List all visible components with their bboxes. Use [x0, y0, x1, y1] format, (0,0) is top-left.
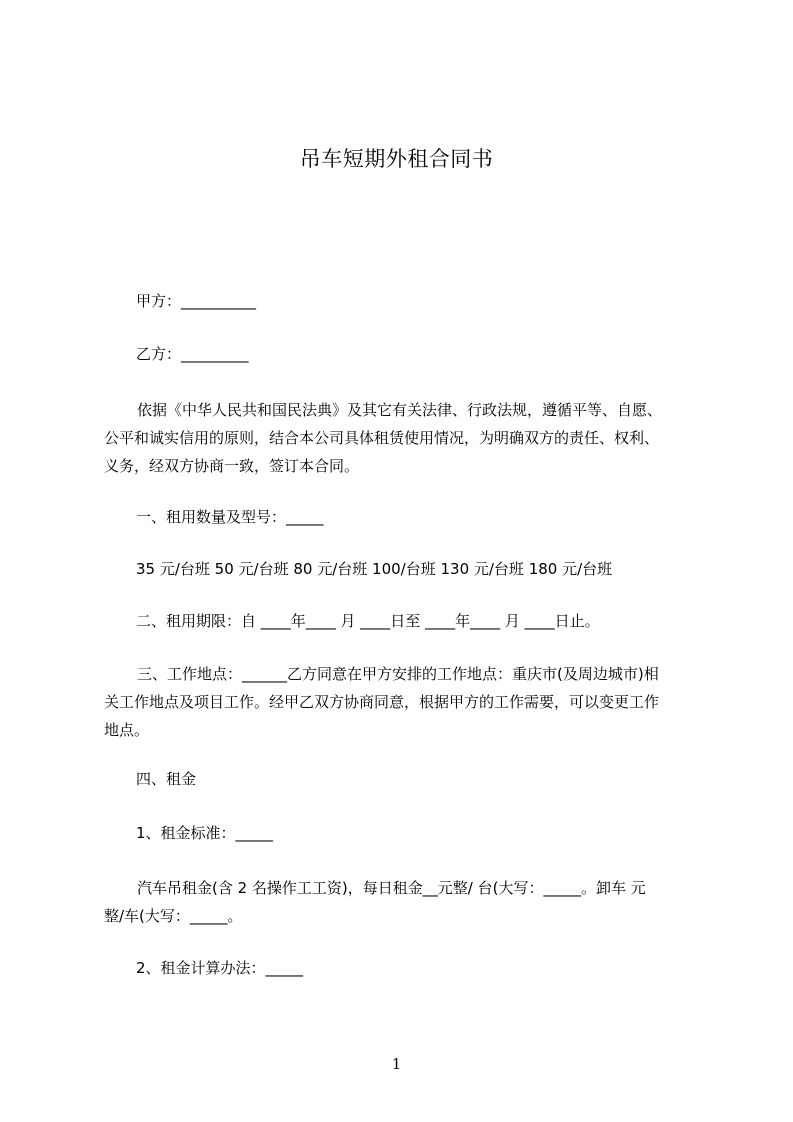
section-3-line-3: 地点。	[104, 721, 150, 739]
item-1-paragraph	[104, 874, 704, 930]
item-2-heading: 2、租金计算办法：_____	[136, 959, 304, 977]
document-title: 吊车短期外租合同书	[299, 147, 494, 171]
rates-line: 35 元/台班 50 元/台班 80 元/台班 100/台班 130 元/台班 180 元/台班	[136, 560, 613, 578]
page-number: 1	[391, 1055, 402, 1073]
section-1-heading: 一、租用数量及型号：_____	[136, 508, 324, 526]
intro-line-3: 义务，经双方协商一致，签订本合同。	[104, 457, 360, 475]
section-3-paragraph	[104, 660, 704, 744]
item-1-heading: 1、租金标准：_____	[136, 824, 274, 842]
party-a-line: 甲方：__________	[136, 292, 257, 310]
item-1-line-2: 整/车(大写：_____。	[104, 907, 243, 925]
section-3-line-2: 关工作地点及项目工作。经甲乙双方协商同意，根据甲方的工作需要，可以变更工作	[104, 693, 660, 711]
section-2-heading: 二、租用期限：自 ____年____ 月 ____日至 ____年____ 月 ____日止。	[136, 612, 600, 630]
intro-line-1: 依据《中华人民共和国民法典》及其它有关法律、行政法规，遵循平等、自愿、	[137, 401, 663, 419]
party-b-line: 乙方：_________	[136, 345, 249, 363]
section-3-line-1: 三、工作地点：______乙方同意在甲方安排的工作地点：重庆市(及周边城市)相	[137, 665, 659, 683]
section-4-heading: 四、租金	[136, 770, 197, 788]
item-1-line-1: 汽车吊租金(含 2 名操作工工资)，每日租金__元整/ 台(大写：_____。卸车 元	[137, 879, 646, 897]
intro-paragraph	[104, 396, 704, 480]
intro-line-2: 公平和诚实信用的原则，结合本公司具体租赁使用情况，为明确双方的责任、权利、	[104, 429, 660, 447]
